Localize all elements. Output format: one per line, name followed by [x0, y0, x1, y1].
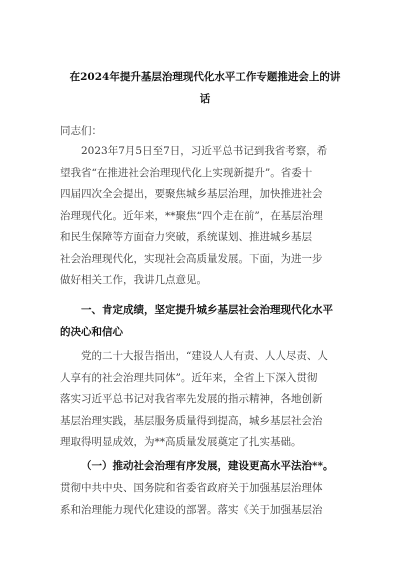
paragraph-implementation: [60, 478, 356, 521]
title-line-2: 话: [199, 93, 211, 105]
paragraph-line: 四届四次全会提出，要聚焦城乡基层治理，加快推进社会: [60, 188, 323, 200]
paragraph-intro: [60, 141, 356, 292]
paragraph-line: 望我省“在推进社会治理现代化上实现新提升”。省委十: [60, 166, 313, 179]
paragraph-line: 治理现代化。近年来，**聚焦“四个走在前”，在基层治理: [60, 209, 323, 222]
paragraph-line: 贯彻中共中央、国务院和省委省政府关于加强基层治理体: [60, 482, 323, 494]
paragraph-line: 理取得明显成效，为**高质量发展奠定了扎实基础。: [60, 436, 302, 448]
paragraph-line: 2023年7月5日至7日，习近平总书记到我省考察，希: [81, 145, 328, 157]
paragraph-line: 系和治理能力现代化建设的部署。落实《关于加强基层治: [60, 503, 323, 516]
paragraph-line: 和民生保障等方面奋力突破，系统谋划、推进城乡基层: [60, 231, 312, 243]
paragraph-achievements: [60, 346, 356, 454]
paragraph-line: 人享有的社会治理共同体”。近年来，全省上下深入贯彻: [60, 371, 318, 384]
title-line-1: 在2024年提升基层治理现代化水平工作专题推进会上的讲: [69, 71, 341, 83]
heading-line: 一、肯定成绩，坚定提升城乡基层社会治理现代化水平: [81, 304, 333, 316]
paragraph-line: 落实习近平总书记对我省率先发展的指示精神，各地创新: [60, 393, 323, 405]
section-heading-1: [60, 300, 356, 343]
paragraph-line: 社会治理现代化，实现社会高质量发展。下面，为进一步: [60, 252, 323, 265]
subheading-line: （一）推动社会治理有序发展，建设更高水平法治**。: [81, 460, 334, 472]
document-title: [52, 66, 358, 110]
greeting: 同志们：: [60, 125, 102, 137]
heading-line: 的决心和信心: [60, 325, 123, 338]
paragraph-line: 做好相关工作，我讲几点意见。: [60, 274, 207, 286]
paragraph-line: 基层治理实践，基层服务质量得到提高，城乡基层社会治: [60, 414, 323, 427]
paragraph-line: 党的二十大报告指出，“建设人人有责、人人尽责、人: [81, 350, 328, 362]
subsection-heading-1: [60, 456, 356, 478]
